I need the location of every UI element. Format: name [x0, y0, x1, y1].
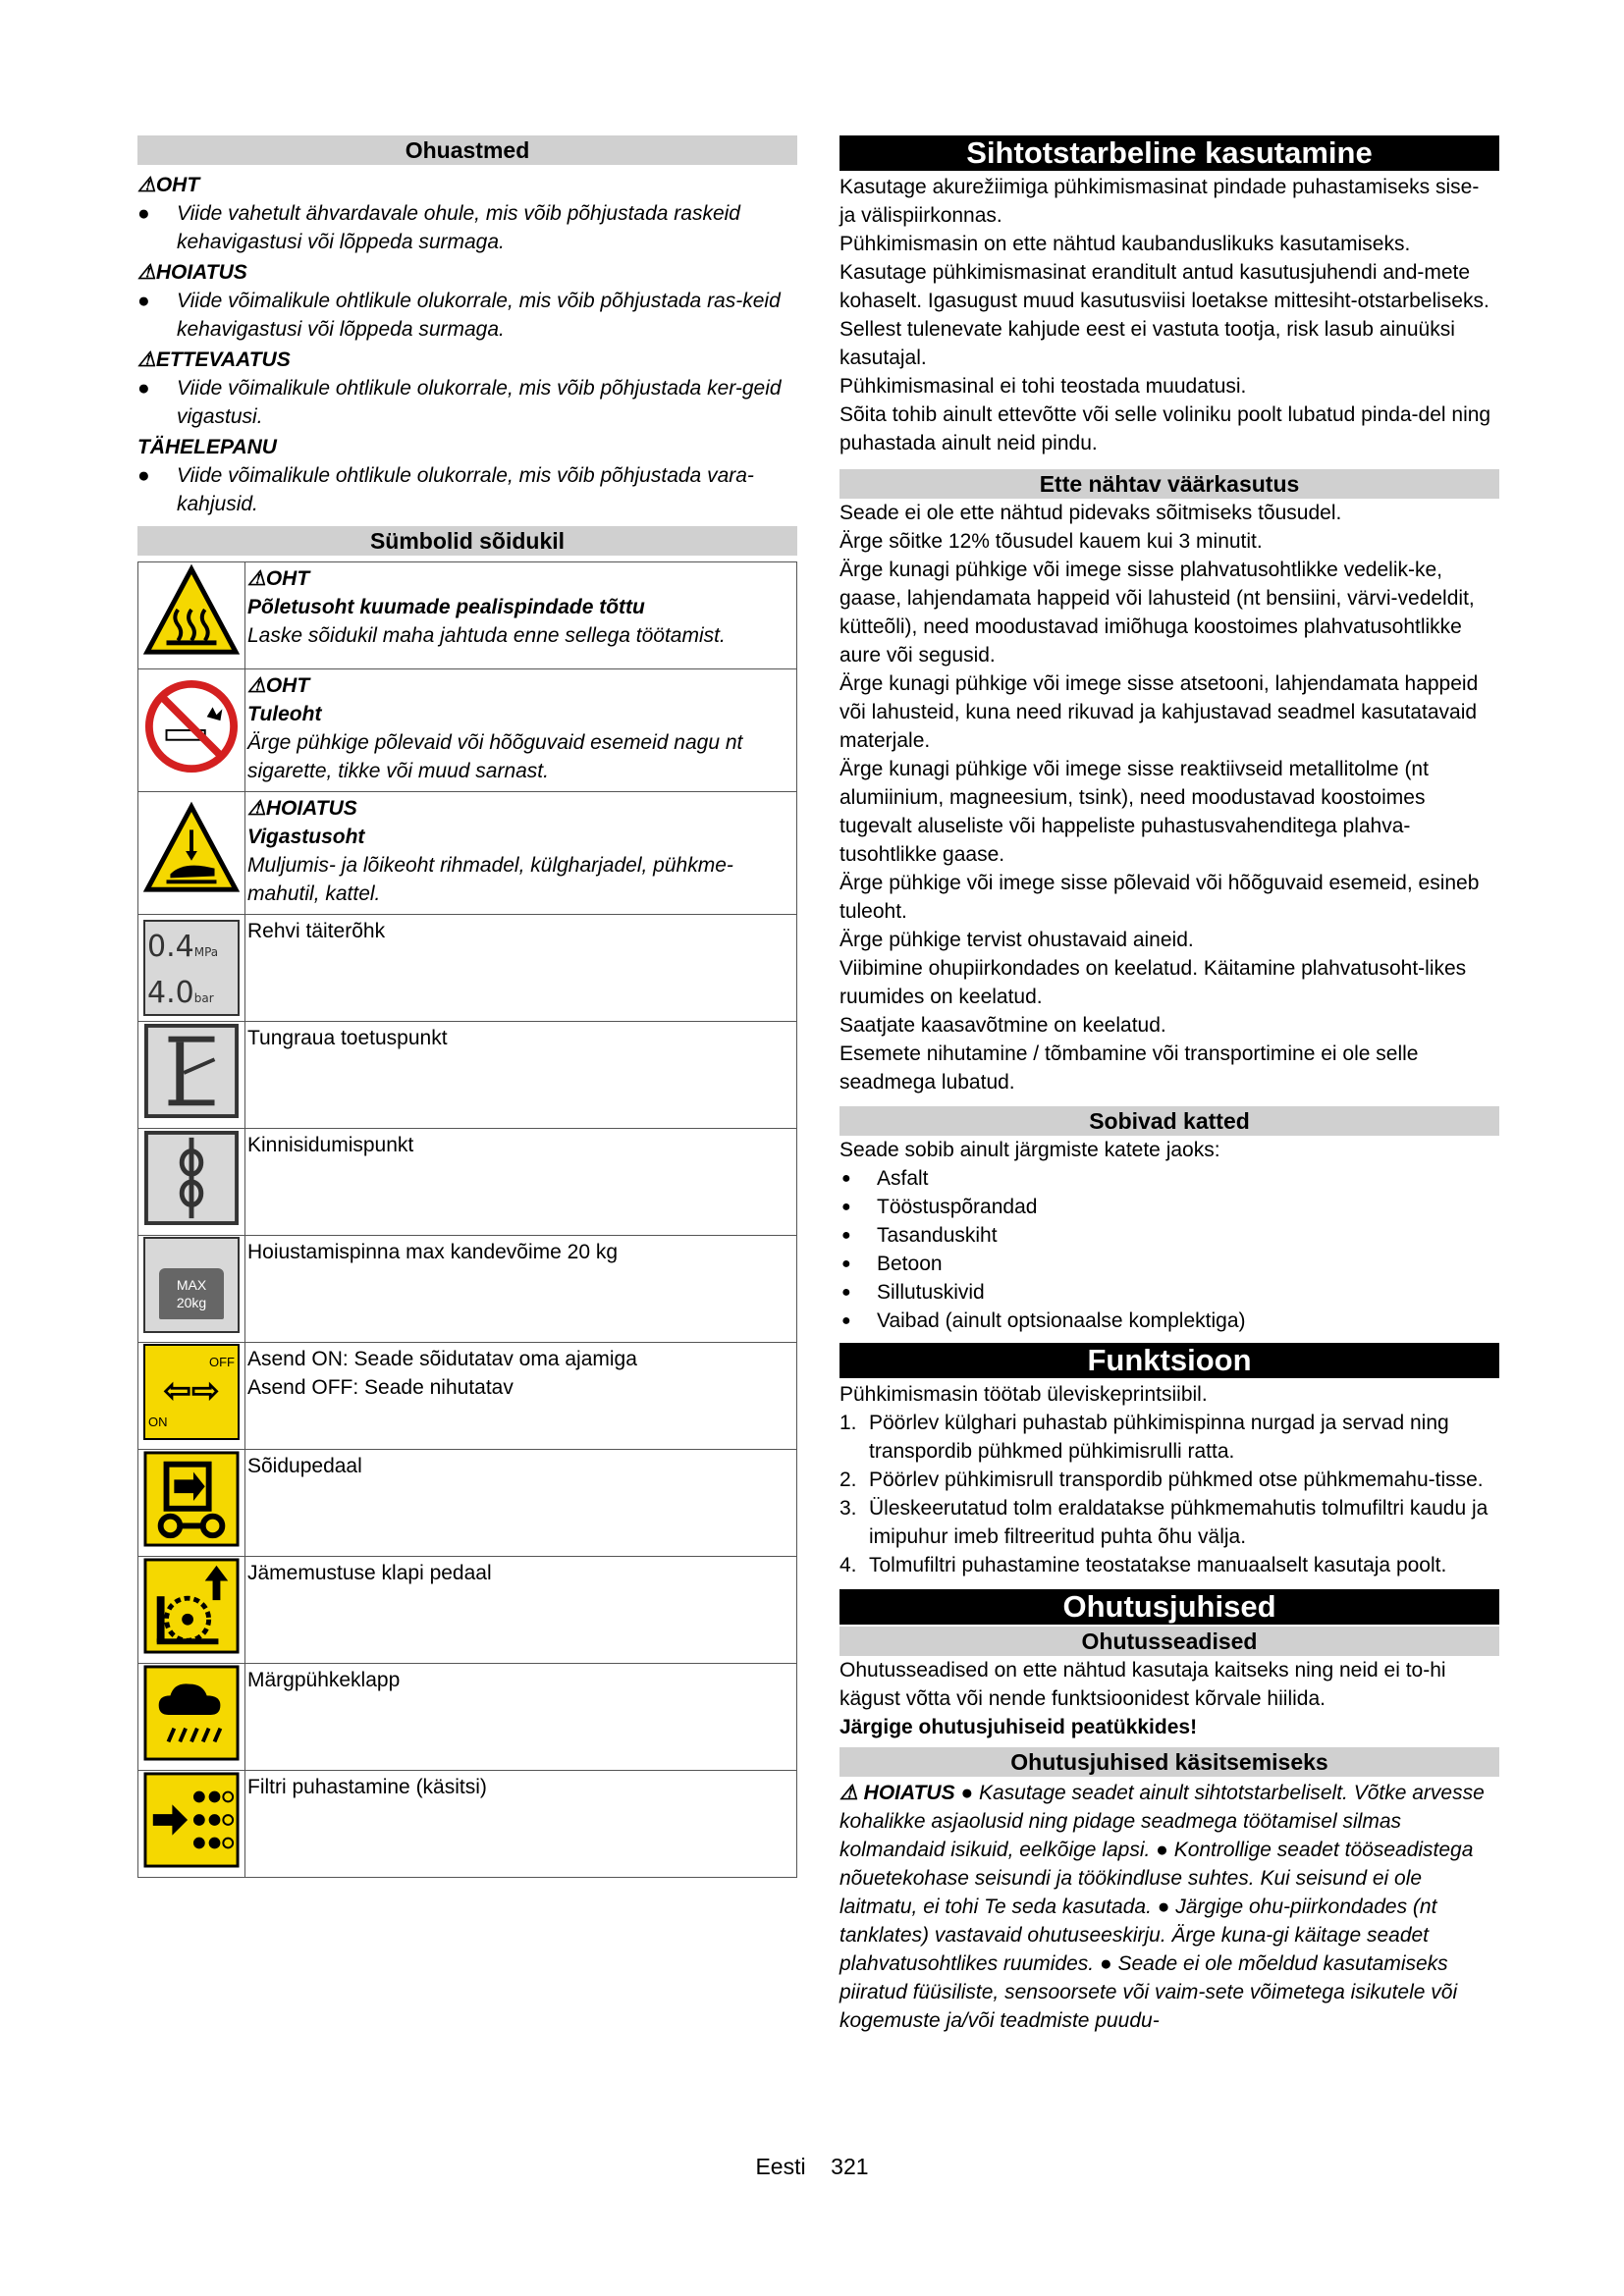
section-title-handling-safety: Ohutusjuhised käsitsemiseks — [839, 1747, 1499, 1777]
drive-pedal-icon — [143, 1451, 240, 1547]
paragraph: Seade ei ole ette nähtud pidevaks sõitmiseks tõusudel. — [839, 502, 1342, 524]
table-row — [138, 1557, 797, 1664]
jack-point-icon — [143, 1023, 240, 1119]
warning-text: ● Viide vahetult ähvardavale ohule, mis võib põhjustada raskeid kehavigastusi või lõppeda surmaga. — [137, 202, 740, 253]
function-list — [839, 1409, 1499, 1579]
list-item: ● Asfalt — [839, 1164, 1499, 1193]
section-title-function: Funktsioon — [839, 1343, 1499, 1378]
section-title-vehicle-symbols: Sümbolid sõidukil — [137, 526, 797, 556]
on-off-switch-icon: OFF ON ⇦⇨ — [143, 1344, 240, 1440]
list-item: ● Betoon — [839, 1250, 1499, 1278]
paragraph: Sõita tohib ainult ettevõtte või selle voliniku poolt lubatud pinda-del ning puhastada ainult neid pindu. — [839, 403, 1491, 454]
symbol-text: Laske sõidukil maha jahtuda enne sellega töötamist. — [247, 624, 726, 647]
paragraph: Saatjate kaasavõtmine on keelatud. — [839, 1014, 1166, 1037]
paragraph: Pühkimismasinal ei tohi teostada muudatusi. — [839, 375, 1247, 398]
paragraph: Ärge pühkige tervist ohustavaid aineid. — [839, 929, 1194, 951]
table-row — [138, 1450, 797, 1557]
table-row — [138, 669, 797, 792]
paragraph: Viibimine ohupiirkondades on keelatud. Käitamine plahvatusoht-likes ruumides on keelatud. — [839, 957, 1467, 1008]
no-fire-icon — [143, 678, 240, 774]
warning-text: ● Viide võimalikule ohtlikule olukorrale, mis võib põhjustada ker-geid vigastusi. — [137, 377, 782, 428]
symbol-label: ⚠OHT — [247, 567, 310, 590]
table-row — [138, 915, 797, 1022]
paragraph-warning: ⚠ HOIATUS ● Kasutage seadet ainult sihtotstarbeliselt. Võtke arvesse kohalikke asjaolusid ning pidage seadmega töötamisel silmas kolmandaid isikuid, eelkõige lapsi. ● Kontrollige seadet tööseadistega nõuetekohase seisundi ja töökindluse suhtes. Kui seisund ei ole laitmatu, ei tohi Te seda kasutada. ● Järgige ohu-piirkondades (nt tanklates) vastavaid ohutuseeskirju. Ärge kuna-gi käitage seadet plahvatusohtlikes ruumides. ● Seade ei ole mõeldud kasutamiseks piiratud füüsiliste, sensoorsete või vaim-sete võimetega isikutele või kogemuste ja/või teadmiste puudu- — [839, 1782, 1485, 2032]
max-load-icon: MAX 20kg — [143, 1237, 240, 1333]
table-row — [138, 1236, 797, 1343]
warning-label: TÄHELEPANU — [137, 436, 277, 458]
list-item: ● Vaibad (ainult optsionaalse komplektiga) — [839, 1307, 1499, 1335]
wet-flap-icon — [143, 1665, 240, 1761]
symbol-text: Asend ON: Seade sõidutatav oma ajamiga — [247, 1348, 637, 1370]
tie-down-icon — [143, 1130, 240, 1226]
paragraph: Seade sobib ainult järgmiste katete jaoks: — [839, 1139, 1220, 1161]
symbol-text: Hoiustamispinna max kandevõime 20 kg — [247, 1241, 619, 1263]
warning-label: ⚠HOIATUS — [137, 261, 247, 284]
list-item: 1. Pöörlev külghari puhastab pühkimispinna nurgad ja servad ning transpordib pühkmed pühkimisrulli ratta. — [839, 1412, 1449, 1463]
symbol-text: Jämemustuse klapi pedaal — [247, 1562, 492, 1584]
page-number: 321 — [831, 2154, 869, 2179]
section-title-hazard-levels: Ohuastmed — [137, 135, 797, 165]
list-item: 3. Üleskeerutatud tolm eraldatakse pühkmemahutis tolmufiltri kaudu ja imipuhur imeb filtreeritud puhta õhu välja. — [839, 1497, 1489, 1548]
paragraph: Ärge kunagi pühkige või imege sisse plahvatusohtlikke vedelik-ke, gaase, lahjendamata happeid või lahusteid (nt bensiini, värvi-vedeldit, kütteõli), need moodustavad imiõhuga koostoimes plahvatusohtlikke aure või segusid. — [839, 559, 1475, 667]
symbol-label: ⚠OHT — [247, 674, 310, 697]
warning-label: ⚠OHT — [137, 174, 200, 196]
section-title-intended-use: Sihtotstarbeline kasutamine — [839, 135, 1499, 171]
paragraph: Ärge kunagi pühkige või imege sisse atsetooni, lahjendamata happeid või lahusteid, kuna need rikuvad ja kahjustavad seadmel kasutatavaid materjale. — [839, 672, 1479, 752]
table-row — [138, 792, 797, 915]
section-title-safety: Ohutusjuhised — [839, 1589, 1499, 1625]
right-column — [839, 135, 1499, 2035]
table-row — [138, 1771, 797, 1878]
paragraph: Pühkimismasin töötab üleviskeprintsiibil. — [839, 1383, 1208, 1406]
symbol-text: Ärge pühkige põlevaid või hõõguvaid esemeid nagu nt sigarette, tikke või muud sarnast. — [247, 731, 743, 782]
list-item: ● Tööstuspõrandad — [839, 1193, 1499, 1221]
table-row — [138, 1129, 797, 1236]
hot-surface-icon — [143, 563, 240, 660]
list-item: 2. Pöörlev pühkimisrull transpordib pühkmed otse pühkmemahu-tisse. — [839, 1468, 1484, 1491]
tire-pressure-icon: 0.4MPa 4.0bar — [143, 920, 240, 1016]
warning-label: ⚠ETTEVAATUS — [137, 348, 291, 371]
paragraph: Ohutusseadised on ette nähtud kasutaja kaitseks ning neid ei to-hi kägust võtta või nende funktsioonidest kõrvale hiilida. — [839, 1659, 1446, 1710]
warning-block-4 — [137, 433, 797, 518]
table-row — [138, 1343, 797, 1450]
symbol-text: Asend OFF: Seade nihutatav — [247, 1376, 514, 1399]
paragraph-bold: Järgige ohutusjuhiseid peatükkides! — [839, 1716, 1198, 1738]
warning-block-1 — [137, 171, 797, 256]
symbol-text: Tungraua toetuspunkt — [247, 1027, 448, 1049]
section-title-surfaces: Sobivad katted — [839, 1106, 1499, 1136]
table-row — [138, 562, 797, 669]
symbol-text: Rehvi täiterõhk — [247, 920, 386, 942]
warning-block-2 — [137, 258, 797, 344]
symbol-title: Vigastusoht — [247, 826, 365, 848]
symbol-text: Märgpühkeklapp — [247, 1669, 401, 1691]
symbol-title: Põletusoht kuumade pealispindade tõttu — [247, 596, 645, 618]
warning-text: ● Viide võimalikule ohtlikule olukorrale, mis võib põhjustada vara-kahjusid. — [137, 464, 754, 515]
list-item: 4. Tolmufiltri puhastamine teostatakse manuaalselt kasutaja poolt. — [839, 1554, 1447, 1576]
paragraph: Ärge pühkige või imege sisse põlevaid või hõõguvaid esemeid, esineb tuleoht. — [839, 872, 1480, 923]
symbol-text: Filtri puhastamine (käsitsi) — [247, 1776, 487, 1798]
warning-label: ⚠ HOIATUS — [839, 1782, 955, 1804]
surface-list — [839, 1164, 1499, 1335]
warning-text: ● Viide võimalikule ohtlikule olukorrale, mis võib põhjustada ras-keid kehavigastusi või lõppeda surmaga. — [137, 290, 781, 341]
flap-pedal-icon — [143, 1558, 240, 1654]
symbol-text: Sõidupedaal — [247, 1455, 362, 1477]
left-column — [137, 135, 797, 1878]
paragraph: Esemete nihutamine / tõmbamine või transportimine ei ole selle seadmega lubatud. — [839, 1042, 1419, 1094]
warning-block-3 — [137, 346, 797, 431]
symbols-table — [137, 561, 797, 1878]
list-item: ● Sillutuskivid — [839, 1278, 1499, 1307]
list-item: ● Tasanduskiht — [839, 1221, 1499, 1250]
table-row — [138, 1022, 797, 1129]
section-title-misuse: Ette nähtav väärkasutus — [839, 469, 1499, 499]
footer-language: Eesti — [755, 2154, 806, 2179]
hand-crush-icon — [143, 801, 240, 897]
symbol-title: Tuleoht — [247, 703, 322, 725]
symbol-text: Kinnisidumispunkt — [247, 1134, 414, 1156]
paragraph: Ärge sõitke 12% tõusudel kauem kui 3 minutit. — [839, 530, 1263, 553]
symbol-label: ⚠HOIATUS — [247, 797, 357, 820]
paragraph: Ärge kunagi pühkige või imege sisse reaktiivseid metallitolme (nt alumiinium, magneesium, tsink), need moodustavad koostoimes tugevalt aluseliste või happeliste puhastusvahenditega plahva-tusohtlikke gaase. — [839, 758, 1429, 866]
table-row — [138, 1664, 797, 1771]
section-title-safety-devices: Ohutusseadised — [839, 1627, 1499, 1656]
filter-clean-icon — [143, 1772, 240, 1868]
paragraph: Pühkimismasin on ette nähtud kaubanduslikuks kasutamiseks. Kasutage pühkimismasinat eranditult antud kasutusjuhendi and-mete kohaselt. Igasugust muud kasutusviisi loetakse mittesiht-otstarbeliseks. Sellest tulenevate kahjude eest ei vastuta tootja, risk lasub ainuüksi kasutajal. — [839, 233, 1489, 369]
symbol-text: Muljumis- ja lõikeoht rihmadel, külgharjadel, pühkme-mahutil, kattel. — [247, 854, 733, 905]
page-footer — [0, 2154, 1624, 2180]
paragraph: Kasutage akurežiimiga pühkimismasinat pindade puhastamiseks sise- ja välispiirkonnas. — [839, 176, 1480, 227]
